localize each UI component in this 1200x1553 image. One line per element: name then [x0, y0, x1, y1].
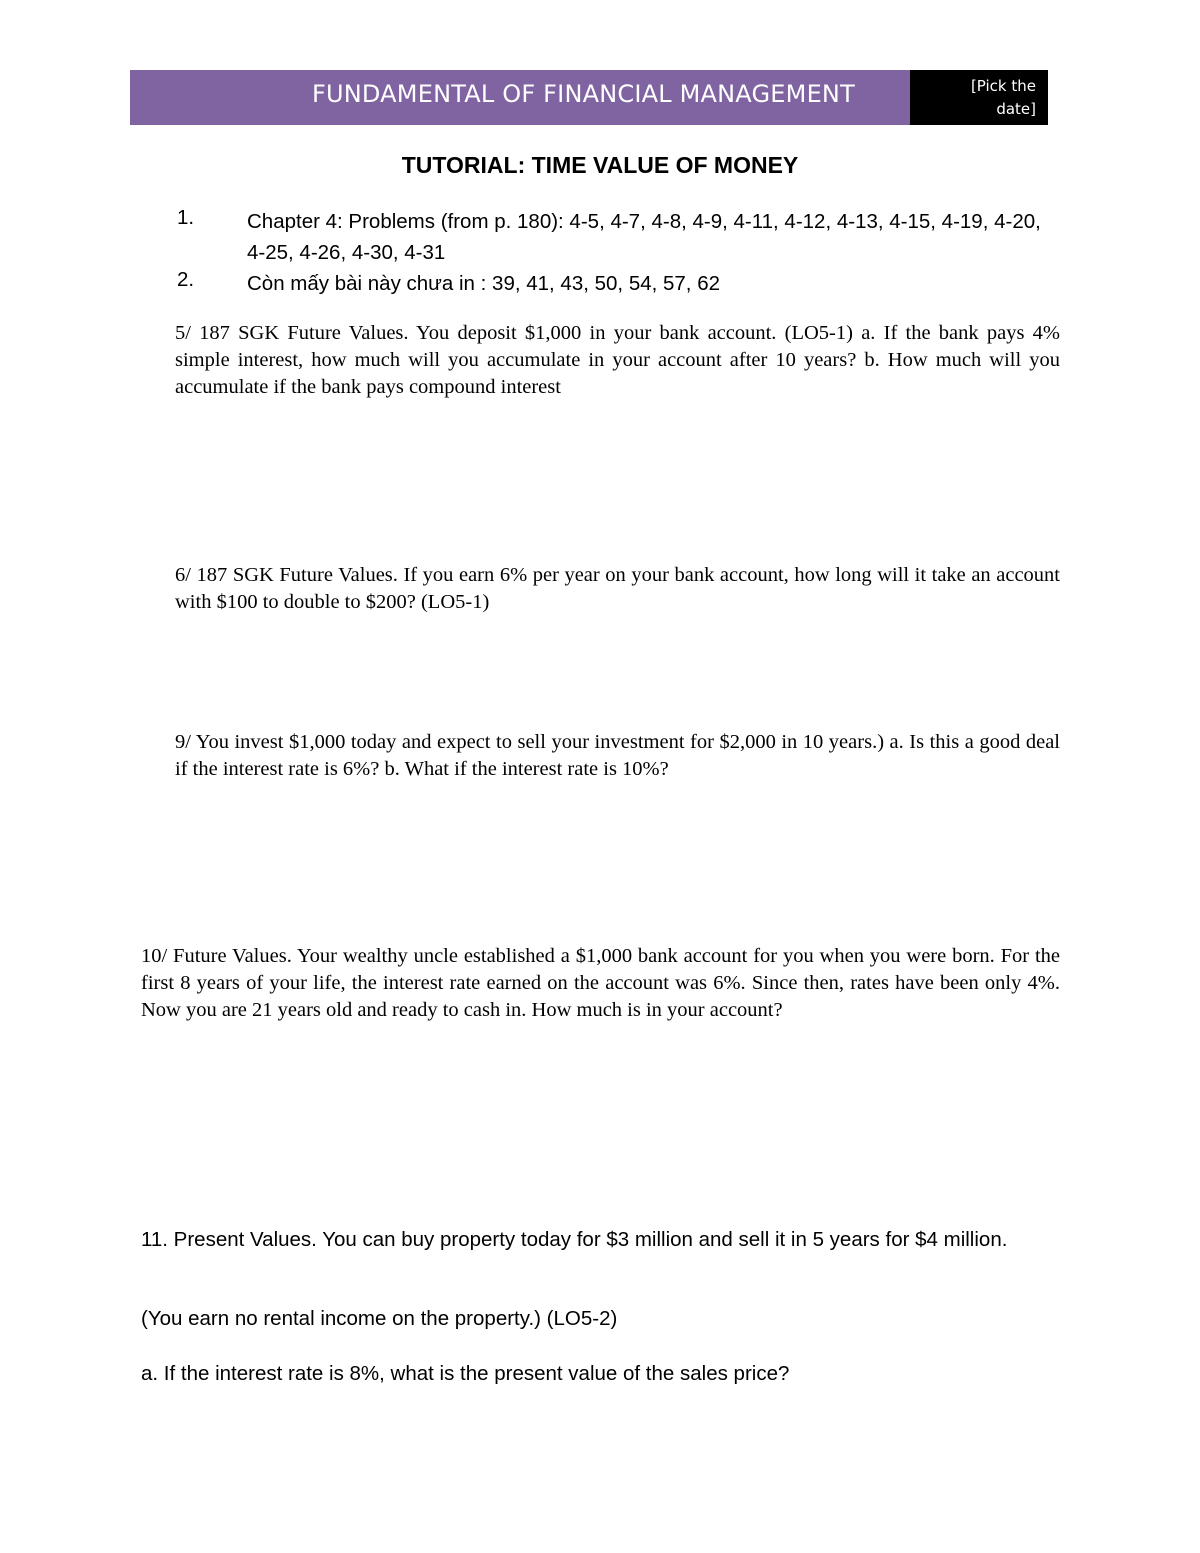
problem-10: 10/ Future Values. Your wealthy uncle established a $1,000 bank account for you when you were born. For the first 8 years of your life, the interest rate earned on the account was 6%. Since then, rates have been only 4%. Now you are 21 years old and ready to cash in. How much is in your account? — [141, 945, 1060, 1021]
document-header-title: FUNDAMENTAL OF FINANCIAL MANAGEMENT — [312, 80, 855, 108]
problem-6: 6/ 187 SGK Future Values. If you earn 6% per year on your bank account, how long will it take an account with $100 to double to $200? (LO5-1) — [175, 564, 1060, 613]
problem-9: 9/ You invest $1,000 today and expect to sell your investment for $2,000 in 10 years.) a. Is this a good deal if the interest rate is 6%? b. What if the interest rate is 10%? — [175, 731, 1060, 780]
list-item-text: Còn mấy bài này chưa in : 39, 41, 43, 50, 54, 57, 62 — [247, 272, 721, 295]
date-line-1: [Pick the — [970, 77, 1036, 95]
problem-11-note: (You earn no rental income on the property.) (LO5-2) — [141, 1307, 618, 1330]
date-placeholder — [971, 75, 1036, 121]
problem-5: 5/ 187 SGK Future Values. You deposit $1,000 in your bank account. (LO5-1) a. If the bank pays 4% simple interest, how much will you accumulate in your account after 10 years? b. How much will you accumulate if the bank pays compound interest — [175, 322, 1060, 398]
problem-11-intro: 11. Present Values. You can buy property today for $3 million and sell it in 5 years for $4 million. — [141, 1228, 1008, 1251]
date-picker-field[interactable] — [910, 70, 1048, 125]
tutorial-title: TUTORIAL: TIME VALUE OF MONEY — [401, 152, 799, 178]
list-item-number: 1. — [177, 206, 195, 229]
list-item-number: 2. — [177, 268, 195, 291]
list-item-text: Chapter 4: Problems (from p. 180): 4-5, 4-7, 4-8, 4-9, 4-11, 4-12, 4-13, 4-15, 4-19, 4-20, 4-25, 4-26, 4-30, 4-31 — [247, 210, 1041, 264]
problem-11-part-a: a. If the interest rate is 8%, what is the present value of the sales price? — [141, 1362, 790, 1385]
date-line-2: date] — [996, 100, 1036, 118]
